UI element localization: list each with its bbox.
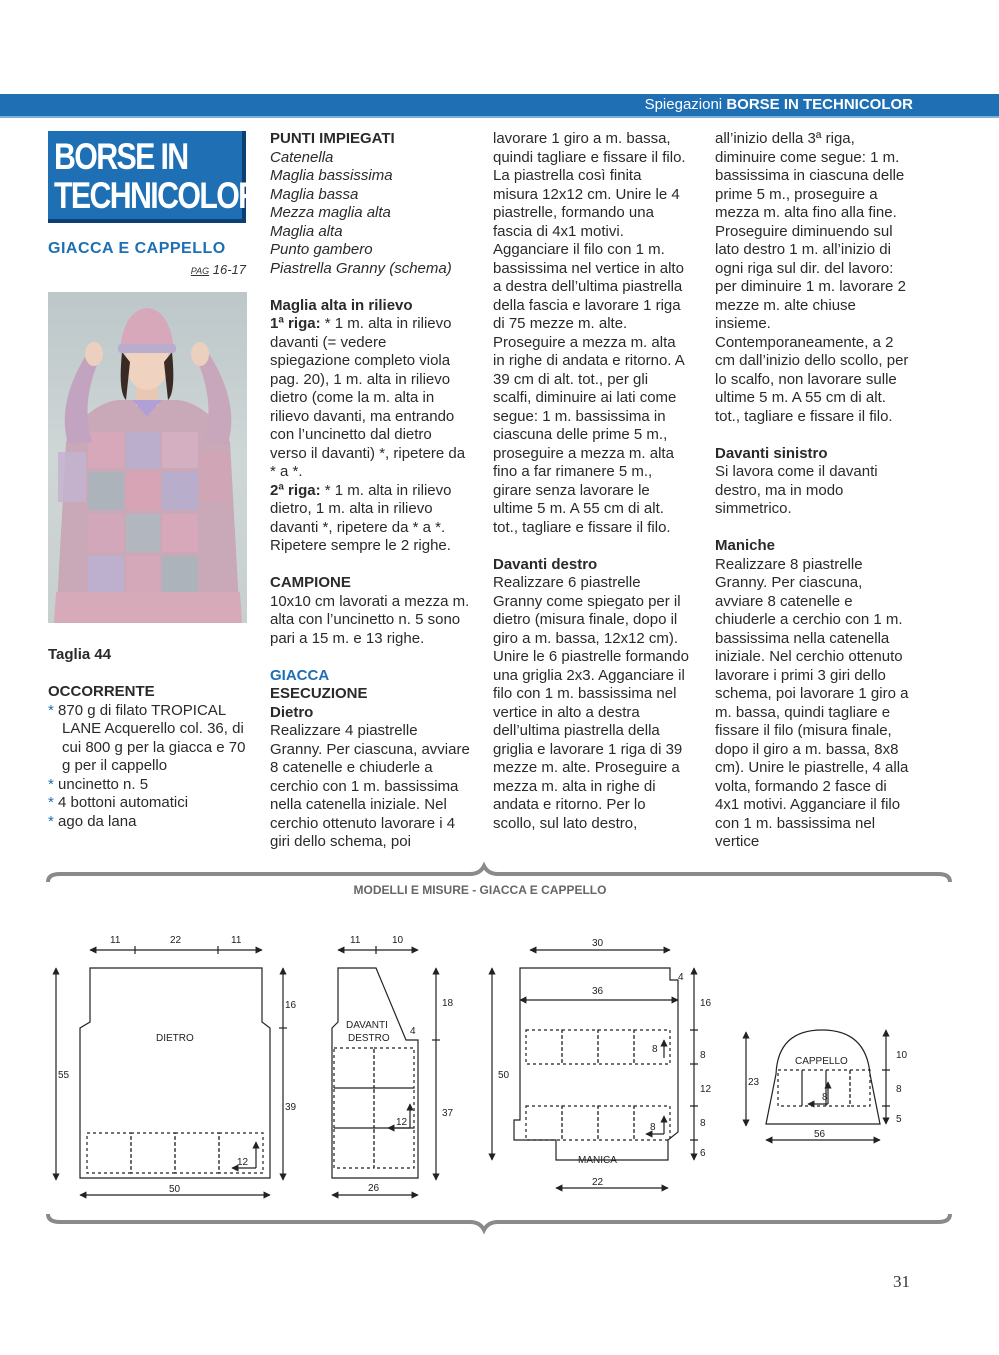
davanti-right-top: 18 <box>442 998 454 1009</box>
bottom-separator <box>48 1214 950 1230</box>
dietro-outline <box>80 968 270 1178</box>
front-right-text: Realizzare 6 piastrelle Granny come spiegato per il dietro (misura finale, dopo il giro a m. bassa, 12x12 cm). Unire le 6 piastrelle formando una griglia 2x3. Agganciare il filo con 1 m. bassissima nel vertice in alto a destra dell’ultima piastrella della griglia e lavorare 1 riga di 39 mezze m. alte. Proseguire a mezza m. alta in righe di andata e ritorno. Per lo scollo, sul lato destro, <box>493 574 689 832</box>
materials-heading: OCCORRENTE <box>48 683 155 700</box>
manica-right-5: 6 <box>700 1148 706 1159</box>
davanti-top-2: 10 <box>392 935 404 946</box>
article-title: BORSE IN TECHNICOLOR <box>54 136 259 216</box>
cappello-outline <box>766 1030 880 1124</box>
header-breadcrumb: Spiegazioni BORSE IN TECHNICOLOR <box>644 96 913 113</box>
dietro-top-3: 11 <box>231 935 242 946</box>
cappello-bottom: 56 <box>814 1129 826 1140</box>
manica-label: MANICA <box>578 1155 617 1166</box>
size-label: Taglia 44 <box>48 646 112 663</box>
cappello-right-3: 5 <box>896 1114 902 1125</box>
back-heading: Dietro <box>270 703 314 721</box>
stitch-item: Maglia bassa <box>270 185 359 203</box>
materials-item: * uncinetto n. 5 <box>48 775 149 793</box>
stitch-item: Maglia alta <box>270 222 343 240</box>
davanti-label-1: DAVANTI <box>346 1020 388 1031</box>
materials-item: * 4 bottoni automatici <box>48 794 189 811</box>
schematic-title: MODELLI E MISURE - GIACCA E CAPPELLO <box>353 883 607 897</box>
materials-item: * 870 g di filato TROPICAL LANE Acquerello col. 36, di cui 800 g per la giacca e 70 g per il cappello <box>48 701 246 774</box>
manica-corner: 4 <box>678 972 684 983</box>
cappello-tile: 8 <box>822 1092 828 1103</box>
cappello-right-1: 10 <box>896 1050 908 1061</box>
jacket-heading: GIACCA <box>270 666 330 684</box>
manica-right-2: 8 <box>700 1050 706 1061</box>
dietro-top-1: 11 <box>110 935 121 946</box>
gauge-heading: CAMPIONE <box>270 574 351 591</box>
manica-top: 30 <box>592 938 604 949</box>
cappello-right-2: 8 <box>896 1084 902 1095</box>
manica-right-4: 8 <box>700 1118 706 1129</box>
materials-item: * ago da lana <box>48 812 137 830</box>
front-left-text: Si lavora come il davanti destro, ma in modo simmetrico. <box>715 463 878 517</box>
davanti-top-1: 11 <box>350 935 361 946</box>
gauge-text: 10x10 cm lavorati a mezza m. alta con l’uncinetto n. 5 sono pari a 15 m. e 13 righe. <box>270 592 470 647</box>
sleeves-heading: Maniche <box>715 537 776 554</box>
dietro-right-top: 16 <box>285 1000 297 1011</box>
dietro-right-bottom: 39 <box>285 1102 297 1113</box>
stitch-item: Punto gambero <box>270 241 373 258</box>
stitch-item: Maglia bassissima <box>270 167 393 184</box>
davanti-neck: 4 <box>410 1026 416 1037</box>
sleeves-text: Realizzare 8 piastrelle Granny. Per ciascuna, avviare 8 catenelle e chiuderle a cerchio con 1 m. bassissima nella catenella iniziale. Nel cerchio ottenuto lavorare i primi 3 giri dello schema, poi lavorare 1 giro a m. bassa, quindi tagliare e fissare il filo (misura finale, dopo il giro a m. bassa, 8x8 cm). Unire le piastrelle, 4 alla volta, formando 2 fasce di 4x1 motivi. Agganciare il filo con 1 m. bassissima nel vertice <box>715 555 909 850</box>
manica-inner: 36 <box>592 986 604 997</box>
dietro-label: DIETRO <box>156 1033 194 1044</box>
manica-tile-2: 8 <box>650 1122 656 1133</box>
page-reference: PAG 16-17 <box>190 262 246 277</box>
stitch-item: Catenella <box>270 148 334 166</box>
davanti-label-2: DESTRO <box>348 1033 390 1044</box>
front-right-heading: Davanti destro <box>493 555 598 573</box>
davanti-bottom: 26 <box>368 1183 380 1194</box>
dietro-bottom: 50 <box>169 1184 181 1195</box>
stitches-heading: PUNTI IMPIEGATI <box>270 130 395 147</box>
davanti-right-bottom: 37 <box>442 1108 454 1119</box>
front-left-heading: Davanti sinistro <box>715 444 828 462</box>
dietro-tile: 12 <box>237 1157 249 1168</box>
manica-left: 50 <box>498 1070 510 1081</box>
manica-right-1: 16 <box>700 998 712 1009</box>
cappello-left: 23 <box>748 1077 760 1088</box>
dietro-left: 55 <box>58 1070 70 1081</box>
front-right-text-continued: all’inizio della 3ª riga, diminuire come segue: 1 m. bassissima in ciascuna delle prime 5 m., proseguire a mezza m. alta fino alla fine. Proseguire diminuendo sul lato destro 1 m. all’inizio di ogni riga sul dir. del lavoro: per diminuire 1 m. lavorare 2 mezze m. alte chiuse insieme. Contemporaneamente, a 2 cm dall’inizio dello scollo, per lo scalfo, non lavorare sulle ultime 5 m. A 55 cm di alt. tot., tagliare e fissare il filo. <box>715 130 909 425</box>
top-separator <box>48 866 950 882</box>
manica-tile-1: 8 <box>652 1044 658 1055</box>
back-text: Realizzare 4 piastrelle Granny. Per ciascuna, avviare 8 catenelle e chiuderle a cerchio con 1 m. bassissima nella catenella iniziale. Nel cerchio ottenuto lavorare i 4 giri dello schema, poi <box>270 722 470 850</box>
dietro-top-2: 22 <box>170 935 182 946</box>
cappello-label: CAPPELLO <box>795 1056 848 1067</box>
manica-right-3: 12 <box>700 1084 712 1095</box>
stitch-item: Piastrella Granny (schema) <box>270 259 452 277</box>
page-number: 31 <box>893 1272 910 1291</box>
article-subtitle: GIACCA E CAPPELLO <box>48 240 226 257</box>
relief-row-2: 2ª riga: * 1 m. alta in rilievo dietro, 1 m. alta in rilievo davanti *, ripetere da * a *. Ripetere sempre le 2 righe. <box>270 481 452 554</box>
davanti-outline <box>332 968 418 1178</box>
davanti-tile: 12 <box>396 1117 408 1128</box>
execution-heading: ESECUZIONE <box>270 685 368 702</box>
stitch-item: Mezza maglia alta <box>270 204 391 221</box>
relief-heading: Maglia alta in rilievo <box>270 296 413 314</box>
manica-bottom: 22 <box>592 1177 604 1188</box>
back-text-continued: lavorare 1 giro a m. bassa, quindi tagliare e fissare il filo. La piastrella così finita misura 12x12 cm. Unire le 4 piastrelle, formando una fascia di 4x1 motivi. Agganciare il filo con 1 m. bassissima nel vertice in alto a destra dell’ultima piastrella della fascia e lavorare 1 riga di 75 mezze m. alte. Proseguire a mezza m. alta in righe di andata e ritorno. A 39 cm di alt. tot., per gli scalfi, diminuire ai lati come segue: 1 m. bassissima in ciascuna delle prime 5 m., proseguire a mezza m. alta fino a far rimanere 5 m., girare senza lavorare le ultime 5 m. A 55 cm di alt. tot., tagliare e fissare il filo. <box>493 130 686 536</box>
relief-row-1: 1ª riga: * 1 m. alta in rilievo davanti (= vedere spiegazione completo viola pag. 20), 1 m. alta in rilievo dietro (come la m. alta in rilievo davanti, ma entrando con l’uncinetto dal dietro verso il davanti) *, ripetere da * a *. <box>270 315 466 480</box>
